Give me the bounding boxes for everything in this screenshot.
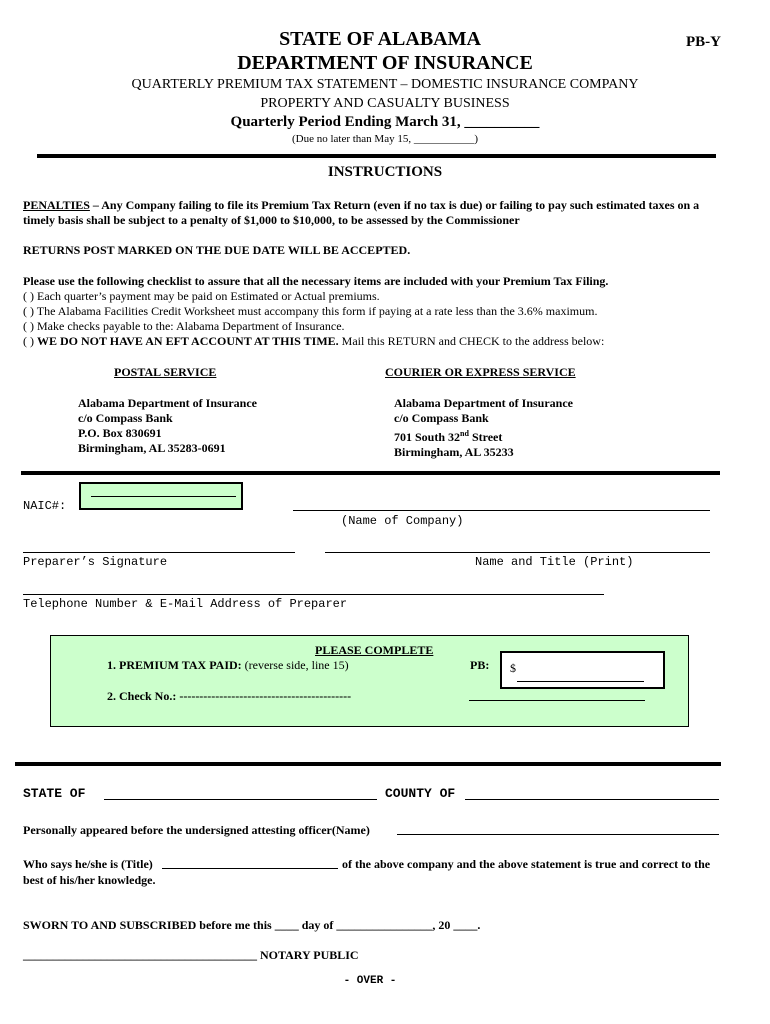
postal-heading: POSTAL SERVICE <box>114 365 217 379</box>
name-title-line[interactable] <box>325 552 710 553</box>
please-complete-heading: PLEASE COMPLETE <box>315 643 434 657</box>
penalties-text1: – Any Company failing to file its Premium Tax Return (even if no tax is due) or failing to pay such estimated taxes on a <box>89 198 700 212</box>
naic-label: NAIC#: <box>23 499 67 513</box>
premium-tax-paid-note: (reverse side, line 15) <box>241 658 349 672</box>
check4-rest: Mail this RETURN and CHECK to the address below: <box>338 334 605 348</box>
pb-label: PB: <box>470 658 490 672</box>
company-name-line[interactable] <box>293 510 710 511</box>
name-title-label: Name and Title (Print) <box>475 555 634 569</box>
instructions-heading: INSTRUCTIONS <box>327 164 443 180</box>
subtitle-statement: QUARTERLY PREMIUM TAX STATEMENT – DOMESTIC INSURANCE COMPANY <box>131 77 639 92</box>
title-line[interactable] <box>162 868 338 869</box>
notary-divider <box>15 762 721 766</box>
appeared-text: Personally appeared before the undersigned attesting officer(Name) <box>23 823 370 837</box>
title-statement-b: of the above company and the above statement is true and correct to the <box>342 857 711 871</box>
county-of-line[interactable] <box>465 799 719 800</box>
check-number-line[interactable] <box>469 700 645 701</box>
form-code: PB-Y <box>686 34 721 50</box>
postal-line2: c/o Compass Bank <box>78 411 173 425</box>
courier-line3-suffix: Street <box>468 430 503 444</box>
quarterly-period: Quarterly Period Ending March 31, __________ <box>230 114 540 130</box>
courier-line2: c/o Compass Bank <box>394 411 489 425</box>
courier-line3 <box>394 426 573 445</box>
county-of-label: COUNTY OF <box>385 786 456 801</box>
premium-tax-paid-label: 1. PREMIUM TAX PAID: <box>107 658 242 672</box>
checklist-item-2: ( ) The Alabama Facilities Credit Worksheet must accompany this form if paying at a rate less than the 3.6% maximum. <box>23 304 598 318</box>
preparer-signature-label: Preparer’s Signature <box>23 555 168 569</box>
sworn-text[interactable]: SWORN TO AND SUBSCRIBED before me this ____ day of ________________, 20 ____. <box>23 918 481 932</box>
courier-heading: COURIER OR EXPRESS SERVICE <box>385 365 576 379</box>
penalties-label: PENALTIES <box>23 198 90 212</box>
title-statement-a: Who says he/she is (Title) <box>23 857 153 871</box>
checklist-intro: Please use the following checklist to assure that all the necessary items are included with your Premium Tax Filing. <box>23 274 609 288</box>
attesting-name-line[interactable] <box>397 834 719 835</box>
naic-input[interactable] <box>79 482 243 510</box>
checklist-item-4 <box>23 334 604 349</box>
state-of-line[interactable] <box>104 799 377 800</box>
courier-address <box>394 396 573 460</box>
courier-line3-prefix: 701 South 32 <box>394 430 461 444</box>
postal-line4: Birmingham, AL 35283-0691 <box>78 441 226 455</box>
courier-line1: Alabama Department of Insurance <box>394 396 573 410</box>
state-of-label: STATE OF <box>23 786 86 801</box>
title-state: STATE OF ALABAMA <box>279 28 481 50</box>
due-date: (Due no later than May 15, ___________) <box>291 133 479 145</box>
postal-line3: P.O. Box 830691 <box>78 426 162 440</box>
preparer-signature-line[interactable] <box>23 552 295 553</box>
dollar-sign: $ <box>510 661 516 675</box>
courier-line3-sup: nd <box>460 429 469 438</box>
checklist-item-1: ( ) Each quarter’s payment may be paid on Estimated or Actual premiums. <box>23 289 380 303</box>
premium-amount-input[interactable] <box>500 651 665 689</box>
subtitle-business: PROPERTY AND CASUALTY BUSINESS <box>260 96 510 111</box>
courier-line4: Birmingham, AL 35233 <box>394 445 514 459</box>
checklist-item-3: ( ) Make checks payable to the: Alabama Department of Insurance. <box>23 319 345 333</box>
phone-email-line[interactable] <box>23 594 604 595</box>
check4-bold: WE DO NOT HAVE AN EFT ACCOUNT AT THIS TIME. <box>37 334 339 348</box>
title-statement-line2: best of his/her knowledge. <box>23 873 156 887</box>
title-department: DEPARTMENT OF INSURANCE <box>237 52 533 74</box>
postal-address <box>78 396 257 456</box>
premium-tax-paid <box>107 658 349 673</box>
penalties-line2: timely basis shall be subject to a penalty of $1,000 to $10,000, to be assessed by the Commissioner <box>23 213 520 227</box>
phone-email-label: Telephone Number & E-Mail Address of Preparer <box>23 597 348 611</box>
penalties-line1 <box>23 198 699 213</box>
check-number[interactable]: 2. Check No.: ------------------------------------------- <box>107 689 352 703</box>
naic-input-line <box>91 496 236 497</box>
check4-prefix: ( ) <box>23 334 37 348</box>
postmark-note: RETURNS POST MARKED ON THE DUE DATE WILL BE ACCEPTED. <box>23 243 411 257</box>
company-name-label: (Name of Company) <box>341 514 464 528</box>
address-divider <box>21 471 720 475</box>
title-statement-line1 <box>23 857 153 872</box>
over-indicator: - OVER - <box>343 975 397 987</box>
header-divider <box>37 154 716 158</box>
premium-amount-line <box>517 681 644 682</box>
postal-line1: Alabama Department of Insurance <box>78 396 257 410</box>
notary-public[interactable]: _______________________________________ NOTARY PUBLIC <box>23 948 359 962</box>
